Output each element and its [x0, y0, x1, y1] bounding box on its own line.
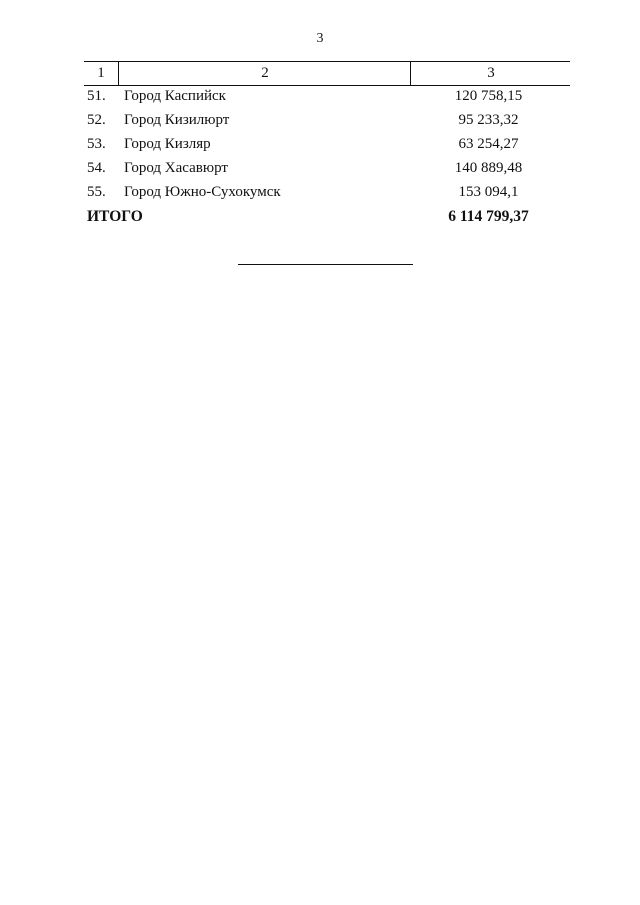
header-col-3: 3 — [410, 62, 571, 85]
table-row — [0, 160, 640, 184]
table-header — [84, 61, 570, 86]
row-name: Город Хасавюрт — [124, 160, 228, 176]
total-value: 6 114 799,37 — [448, 208, 529, 225]
row-value: 140 889,48 — [454, 160, 523, 176]
row-name: Город Южно-Сухокумск — [124, 184, 281, 200]
table-row — [0, 88, 640, 112]
end-divider — [238, 264, 413, 265]
row-name: Город Каспийск — [124, 88, 226, 104]
row-value: 95 233,32 — [458, 112, 519, 128]
total-row — [0, 208, 640, 232]
header-col-2: 2 — [118, 62, 411, 85]
page-number: 3 — [316, 31, 324, 46]
row-value: 120 758,15 — [454, 88, 523, 104]
row-number: 51. — [87, 88, 106, 104]
row-number: 52. — [87, 112, 106, 128]
table-row — [0, 112, 640, 136]
table-row — [0, 184, 640, 208]
row-value: 63 254,27 — [458, 136, 519, 152]
row-number: 53. — [87, 136, 106, 152]
row-number: 55. — [87, 184, 106, 200]
header-col-1: 1 — [97, 65, 105, 81]
row-value: 153 094,1 — [458, 184, 519, 200]
row-name: Город Кизилюрт — [124, 112, 230, 128]
total-label: ИТОГО — [87, 208, 143, 225]
row-number: 54. — [87, 160, 106, 176]
row-name: Город Кизляр — [124, 136, 211, 152]
table-row — [0, 136, 640, 160]
